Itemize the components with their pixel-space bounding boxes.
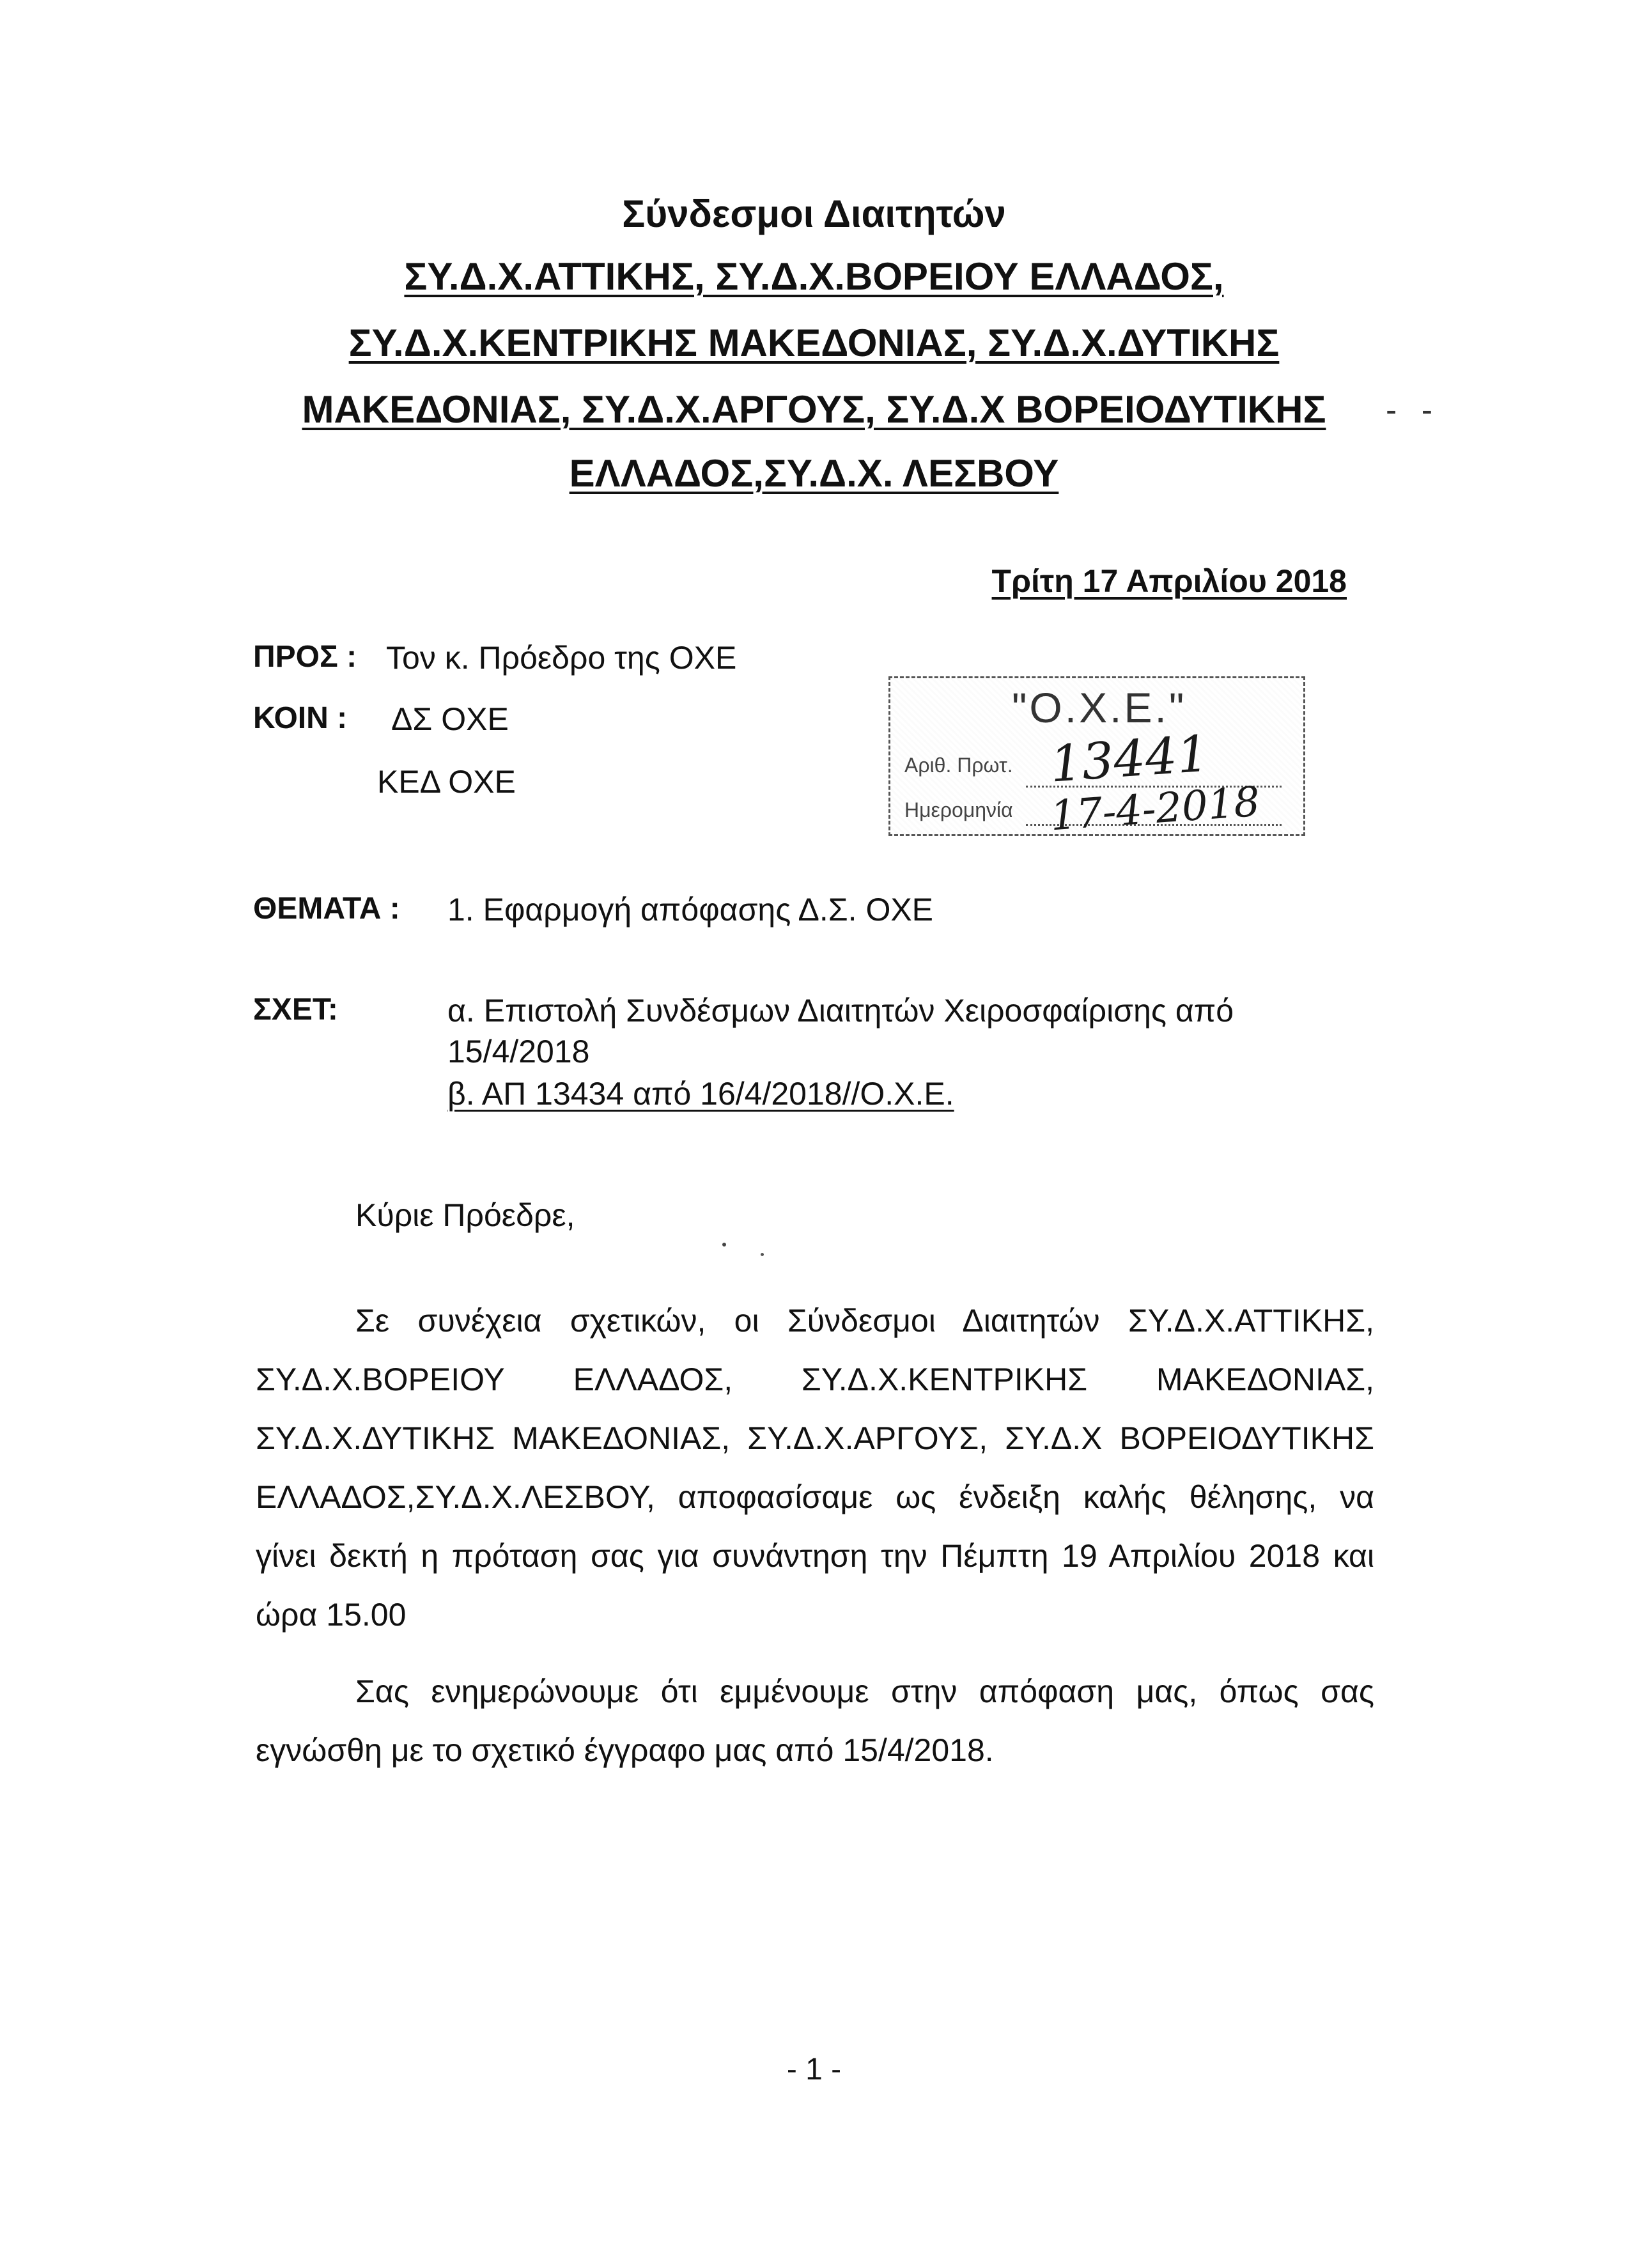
pros-value: Τον κ. Πρόεδρο της ΟΧΕ: [386, 640, 737, 676]
header-line-4: ΕΛΛΑΔΟΣ,ΣΥ.Δ.Χ. ΛΕΣΒΟΥ: [569, 452, 1059, 495]
paragraph-line: ώρα 15.00: [256, 1597, 407, 1633]
paragraph-line: Σας ενημερώνουμε ότι εμμένουμε στην απόφαση μας, όπως σας: [355, 1674, 1374, 1709]
header-line-1: ΣΥ.Δ.Χ.ΑΤΤΙΚΗΣ, ΣΥ.Δ.Χ.ΒΟΡΕΙΟΥ ΕΛΛΑΔΟΣ,: [404, 255, 1224, 298]
header-title: Σύνδεσμοι Διαιτητών: [622, 192, 1006, 235]
stamp-date-label: Ημερομηνία: [904, 798, 1013, 821]
page-number: - 1 -: [786, 2053, 842, 2086]
greeting: Κύριε Πρόεδρε,: [355, 1197, 575, 1233]
koin-value-2: ΚΕΔ ΟΧΕ: [377, 764, 516, 800]
stamp-protocol-number: 13441: [1048, 725, 1211, 794]
paragraph-line: εγνώσθη με το σχετικό έγγραφο μας από 15/4/2018.: [256, 1732, 994, 1768]
koin-value-1: ΔΣ ΟΧΕ: [391, 701, 509, 737]
paragraph-line: ΣΥ.Δ.Χ.ΔΥΤΙΚΗΣ ΜΑΚΕΔΟΝΙΑΣ, ΣΥ.Δ.Χ.ΑΡΓΟΥΣ, ΣΥ.Δ.Χ ΒΟΡΕΙΟΔΥΤΙΚΗΣ: [256, 1420, 1374, 1456]
themata-value: 1. Εφαρμογή απόφασης Δ.Σ. ΟΧΕ: [447, 892, 934, 928]
margin-mark: - -: [1386, 392, 1441, 429]
stamp-title: "Ο.Χ.Ε.": [1012, 684, 1187, 731]
paragraph-line: ΕΛΛΑΔΟΣ,ΣΥ.Δ.Χ.ΛΕΣΒΟΥ, αποφασίσαμε ως ένδειξη καλής θέλησης, να: [256, 1479, 1374, 1515]
scan-speck: [722, 1243, 726, 1247]
koin-label: ΚΟΙΝ :: [253, 701, 348, 735]
sxet-label: ΣΧΕΤ:: [253, 993, 338, 1027]
paragraph-line: γίνει δεκτή η πρόταση σας για συνάντηση την Πέμπτη 19 Απριλίου 2018 και: [256, 1538, 1374, 1574]
header-line-3: ΜΑΚΕΔΟΝΙΑΣ, ΣΥ.Δ.Χ.ΑΡΓΟΥΣ, ΣΥ.Δ.Χ ΒΟΡΕΙΟΔΥΤΙΚΗΣ: [302, 388, 1326, 431]
paragraph-1: [256, 1291, 1374, 1644]
document-date: Τρίτη 17 Απριλίου 2018: [991, 563, 1347, 599]
paragraph-2: [256, 1662, 1374, 1780]
paragraph-line: ΣΥ.Δ.Χ.ΒΟΡΕΙΟΥ ΕΛΛΑΔΟΣ, ΣΥ.Δ.Χ.ΚΕΝΤΡΙΚΗΣ ΜΑΚΕΔΟΝΙΑΣ,: [256, 1362, 1374, 1397]
sxet-a: α. Επιστολή Συνδέσμων Διαιτητών Χειροσφαίρισης από: [447, 993, 1234, 1029]
paragraph-line: Σε συνέχεια σχετικών, οι Σύνδεσμοι Διαιτητών ΣΥ.Δ.Χ.ΑΤΤΙΚΗΣ,: [355, 1303, 1374, 1339]
stamp-protocol-label: Αριθ. Πρωτ.: [904, 754, 1013, 777]
header-line-2: ΣΥ.Δ.Χ.ΚΕΝΤΡΙΚΗΣ ΜΑΚΕΔΟΝΙΑΣ, ΣΥ.Δ.Χ.ΔΥΤΙΚΗΣ: [348, 322, 1280, 364]
themata-label: ΘΕΜΑΤΑ :: [253, 892, 400, 926]
stamp-date-value: 17-4-2018: [1048, 778, 1262, 841]
protocol-stamp: [888, 676, 1305, 841]
pros-label: ΠΡΟΣ :: [253, 640, 357, 674]
sxet-a-date: 15/4/2018: [447, 1034, 590, 1069]
scan-speck: [761, 1253, 764, 1256]
sxet-b: β. ΑΠ 13434 από 16/4/2018//Ο.Χ.Ε.: [447, 1076, 954, 1112]
